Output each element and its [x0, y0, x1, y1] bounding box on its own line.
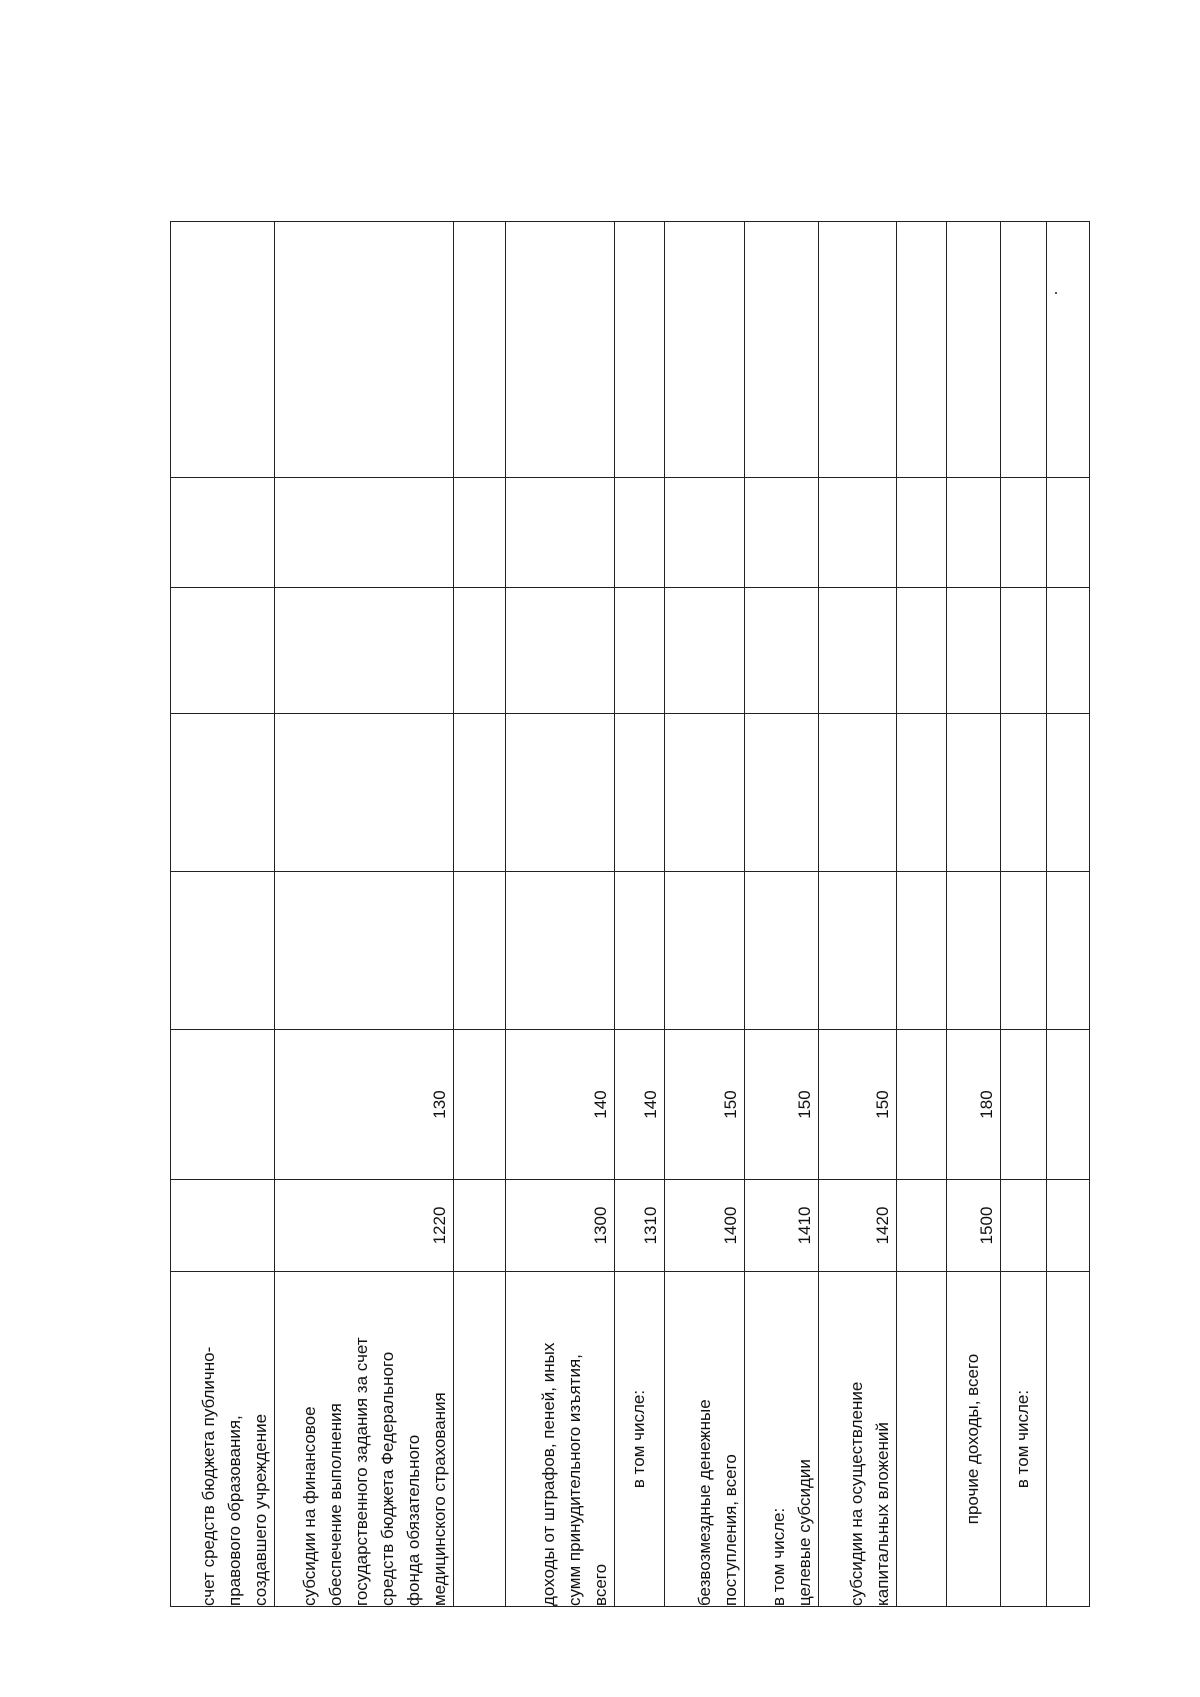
row-kbk-cell: 130: [275, 1030, 454, 1180]
row-code-cell: 1420: [818, 1180, 896, 1272]
row-name-cell: [275, 1272, 454, 1607]
row-code-cell: 1300: [506, 1180, 615, 1272]
row-code-cell: [171, 1180, 275, 1272]
row-amount-cell: [818, 872, 896, 1030]
row-name-line: фонда обязательного: [404, 1434, 424, 1606]
row-kbk-cell: 150: [818, 1030, 896, 1180]
row-amount-cell: [275, 478, 454, 588]
row-name-line: всего: [590, 1563, 610, 1606]
row-amount-cell: [275, 588, 454, 714]
row-amount-cell: [1000, 872, 1046, 1030]
row-amount-cell: [1000, 478, 1046, 588]
row-code-cell: [1000, 1180, 1046, 1272]
row-amount-cell: [171, 872, 275, 1030]
row-amount-cell: [506, 478, 615, 588]
row-amount-cell: [614, 222, 664, 478]
table-row: [946, 222, 1000, 1607]
row-name-cell: [896, 1272, 946, 1607]
row-amount-cell: [1046, 714, 1089, 872]
row-amount-cell: [818, 714, 896, 872]
table-row: [1000, 222, 1046, 1607]
row-name-cell: [506, 1272, 615, 1607]
table-row: [275, 222, 454, 1607]
row-name-line: субсидии на финансовое: [300, 1406, 320, 1606]
row-name-cell: [454, 1272, 506, 1607]
row-name-line: в том числе:: [768, 1507, 788, 1606]
row-amount-cell: [896, 872, 946, 1030]
row-amount-cell: [946, 222, 1000, 478]
table-row: [506, 222, 615, 1607]
row-amount-cell: [744, 872, 818, 1030]
row-amount-cell: [506, 222, 615, 478]
table-row: [664, 222, 744, 1607]
financial-report-table: [170, 221, 1090, 1607]
row-amount-cell: [454, 222, 506, 478]
row-amount-cell: [744, 222, 818, 478]
row-code-cell: [896, 1180, 946, 1272]
row-amount-cell: [664, 588, 744, 714]
row-amount-cell: [818, 478, 896, 588]
row-amount-cell: [818, 222, 896, 478]
row-amount-cell: [744, 714, 818, 872]
row-amount-cell: [946, 872, 1000, 1030]
row-amount-cell: [506, 714, 615, 872]
row-amount-cell: [1046, 872, 1089, 1030]
row-amount-cell: [896, 588, 946, 714]
row-amount-cell: [1046, 222, 1089, 478]
row-name-cell: [818, 1272, 896, 1607]
row-kbk-cell: [1046, 1030, 1089, 1180]
row-amount-cell: [896, 222, 946, 478]
row-kbk-cell: [171, 1030, 275, 1180]
row-amount-cell: [506, 588, 615, 714]
rotated-table-wrapper: [170, 222, 1090, 1607]
row-name-line: доходы от штрафов, пеней, иных: [538, 1342, 558, 1606]
row-code-cell: 1220: [275, 1180, 454, 1272]
row-amount-cell: [744, 588, 818, 714]
row-amount-cell: [275, 222, 454, 478]
row-code-cell: 1310: [614, 1180, 664, 1272]
row-amount-cell: [664, 478, 744, 588]
row-amount-cell: [1000, 222, 1046, 478]
row-kbk-cell: 180: [946, 1030, 1000, 1180]
row-code-cell: 1410: [744, 1180, 818, 1272]
row-kbk-cell: [454, 1030, 506, 1180]
row-amount-cell: [454, 588, 506, 714]
row-amount-cell: [275, 714, 454, 872]
row-amount-cell: [1046, 588, 1089, 714]
row-name-line: обеспечение выполнения: [326, 1403, 346, 1606]
row-amount-cell: [896, 714, 946, 872]
row-amount-cell: [744, 478, 818, 588]
row-amount-cell: [1000, 588, 1046, 714]
row-name-line: в том числе:: [1013, 1389, 1033, 1489]
row-name-cell: [946, 1272, 1000, 1607]
row-amount-cell: [506, 872, 615, 1030]
row-kbk-cell: [896, 1030, 946, 1180]
row-name-cell: [171, 1272, 275, 1607]
table-row: [171, 222, 275, 1607]
row-amount-cell: [171, 714, 275, 872]
row-amount-cell: [946, 478, 1000, 588]
row-name-line: создавшего учреждение: [251, 1413, 271, 1606]
table-row: [818, 222, 896, 1607]
row-amount-cell: [664, 714, 744, 872]
row-name-line: безвозмездные денежные: [694, 1399, 714, 1606]
table-row: [1046, 222, 1089, 1607]
row-kbk-cell: 150: [664, 1030, 744, 1180]
row-name-line: прочие доходы, всего: [963, 1353, 983, 1525]
row-name-line: правового образования,: [225, 1415, 245, 1606]
row-amount-cell: [454, 872, 506, 1030]
row-amount-cell: [614, 478, 664, 588]
row-amount-cell: [614, 714, 664, 872]
row-name-line: капитальных вложений: [872, 1422, 892, 1606]
row-name-line: счет средств бюджета публично-: [199, 1346, 219, 1606]
row-amount-cell: [664, 222, 744, 478]
row-amount-cell: [896, 478, 946, 588]
row-name-line: в том числе:: [629, 1389, 649, 1489]
table-row: [454, 222, 506, 1607]
row-kbk-cell: 140: [614, 1030, 664, 1180]
row-amount-cell: [664, 872, 744, 1030]
row-name-line: средств бюджета Федерального: [378, 1351, 398, 1606]
row-name-line: государственного задания за счет: [352, 1337, 372, 1606]
row-name-cell: [614, 1272, 664, 1607]
table-row: [744, 222, 818, 1607]
row-name-line: медицинского страхования: [430, 1392, 450, 1606]
row-amount-cell: [171, 222, 275, 478]
row-name-cell: [1000, 1272, 1046, 1607]
row-name-cell: [744, 1272, 818, 1607]
row-name-cell: [664, 1272, 744, 1607]
row-name-line: поступления, всего: [720, 1454, 740, 1606]
row-name-cell: [1046, 1272, 1089, 1607]
row-amount-cell: [946, 588, 1000, 714]
table-row: [614, 222, 664, 1607]
row-code-cell: 1400: [664, 1180, 744, 1272]
row-code-cell: [1046, 1180, 1089, 1272]
row-amount-cell: [614, 872, 664, 1030]
row-name-line: сумм принудительного изъятия,: [564, 1354, 584, 1606]
row-kbk-cell: [1000, 1030, 1046, 1180]
row-name-line: субсидии на осуществление: [846, 1381, 866, 1606]
table-body: [171, 222, 1090, 1607]
row-kbk-cell: 150: [744, 1030, 818, 1180]
table-row: [896, 222, 946, 1607]
row-amount-cell: [1046, 478, 1089, 588]
row-amount-cell: [946, 714, 1000, 872]
row-amount-cell: [454, 714, 506, 872]
row-amount-cell: [171, 478, 275, 588]
row-code-cell: [454, 1180, 506, 1272]
row-amount-cell: [171, 588, 275, 714]
row-amount-cell: [275, 872, 454, 1030]
row-amount-cell: [454, 478, 506, 588]
row-amount-cell: [1000, 714, 1046, 872]
row-code-cell: 1500: [946, 1180, 1000, 1272]
row-kbk-cell: 140: [506, 1030, 615, 1180]
row-name-line: целевые субсидии: [794, 1459, 814, 1606]
row-amount-cell: [614, 588, 664, 714]
row-amount-cell: [818, 588, 896, 714]
scan-speck: [1055, 292, 1057, 294]
